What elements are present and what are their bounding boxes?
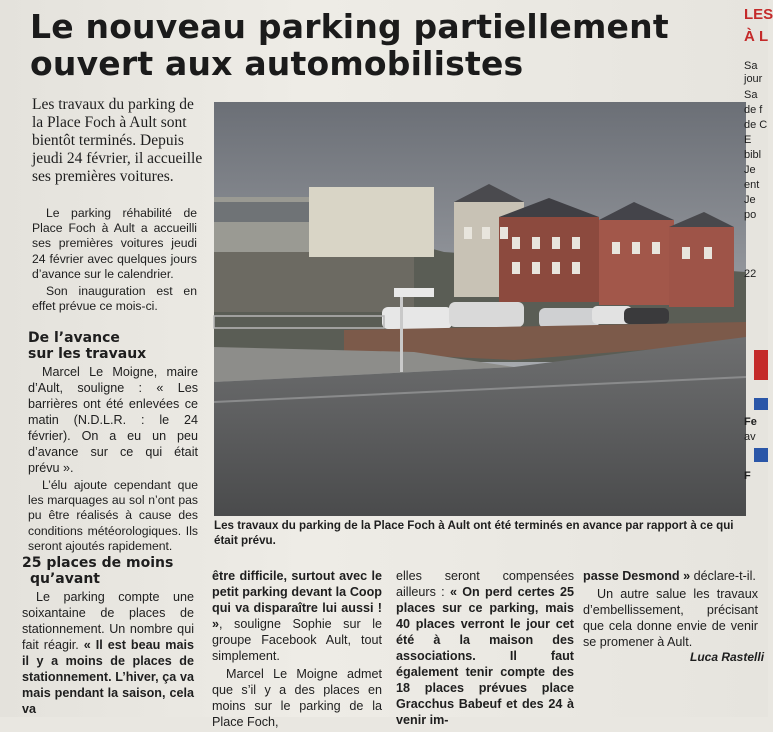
adjacent-blue-block [754, 448, 768, 462]
column-3 [396, 568, 574, 730]
adjacent-text: F [744, 470, 751, 482]
adjacent-text: Sa [744, 60, 758, 72]
adjacent-text: de f [744, 104, 763, 116]
subheading-line: 25 places de moins [22, 555, 174, 571]
paragraph-text: déclare-t-il. [690, 569, 756, 583]
photo-caption: Les travaux du parking de la Place Foch à Ault ont été terminés en avance par rapport à ce qui était prévu. [214, 519, 734, 547]
paragraph-text: , souligne Sophie sur le groupe Facebook Ault, tout simplement. [212, 617, 382, 663]
paragraph: L’élu ajoute cependant que les marquages au sol n’ont pas pu être réalisés à cause des conditions météorologiques. Ils seront ajoutés rapidement. [28, 478, 198, 553]
adjacent-text: de C [744, 119, 768, 131]
headline-line-1: Le nouveau parking partiellement [30, 7, 669, 46]
subheading [22, 555, 194, 587]
column-1-section-2 [22, 555, 194, 719]
adjacent-title-line: LES [744, 6, 773, 23]
adjacent-red-block [754, 350, 768, 380]
paragraph [396, 568, 574, 728]
adjacent-text: Je [744, 164, 756, 176]
adjacent-text: po [744, 209, 757, 221]
paragraph [212, 568, 382, 664]
adjacent-text: av [744, 431, 756, 443]
adjacent-text: E [744, 134, 752, 146]
article-headline [30, 8, 730, 82]
adjacent-title-line: À L [744, 28, 769, 45]
adjacent-text: bibl [744, 149, 762, 161]
column-4 [583, 568, 758, 652]
adjacent-text: Je [744, 194, 756, 206]
paragraph [583, 568, 758, 584]
paragraph [22, 589, 194, 717]
headline-line-2: ouvert aux automobilistes [30, 44, 524, 83]
adjacent-text: Fe [744, 416, 757, 428]
paragraph: Son inauguration est en effet prévue ce mois-ci. [32, 284, 197, 314]
column-1-section [28, 330, 198, 556]
adjacent-blue-block [754, 398, 768, 410]
adjacent-text: jour [744, 73, 763, 85]
adjacent-article-strip [738, 0, 773, 717]
article-lead: Les travaux du parking de la Place Foch à Ault sont bientôt terminés. Depuis jeudi 24 février, il accueille ses premières voitures. [32, 96, 203, 185]
subheading-line: De l’avance [28, 330, 120, 346]
adjacent-text: Sa [744, 89, 758, 101]
author-signature: Luca Rastelli [690, 650, 765, 664]
paragraph: Un autre salue les travaux d’embellissement, précisant que cela donne envie de venir se promener à Ault. [583, 587, 758, 649]
quote-text: « Il est beau mais il y a moins de places de stationnement. L’hiver, ça va mais pendant la saison, cela va [22, 638, 194, 716]
column-1-upper [32, 206, 197, 316]
paragraph: Marcel Le Moigne admet que s’il y a des places en moins sur le parking de la Place Foch, [212, 667, 382, 729]
paragraph: Marcel Le Moigne, maire d’Ault, souligne : « Les barrières ont été enlevées ce matin (N.D.L.R. : le 24 février). On a eu un peu d’avance sur ce qui était prévu ». [28, 365, 198, 475]
column-2 [212, 568, 382, 732]
subheading-line: sur les travaux [28, 346, 147, 362]
quote-text: passe Desmond » [583, 569, 691, 583]
adjacent-text: ent [744, 179, 760, 191]
paragraph-text: Le parking compte une soixantaine de places de stationnement. Un nombre qui fait réagir. [22, 590, 194, 652]
paragraph: Le parking réhabilité de Place Foch à Ault a accueilli ses premières voitures jeudi 24 février avec quelques jours d’avance sur le calendrier. [32, 206, 197, 281]
subheading [28, 330, 198, 362]
adjacent-text: 22 [744, 268, 757, 280]
subheading-line: qu’avant [30, 571, 100, 587]
article-photo [214, 102, 746, 516]
paragraph-text: elles seront compensées ailleurs : [396, 569, 574, 599]
quote-text: « On perd certes 25 places sur ce parking, mais 40 places verront le jour cet été à la maison des associations. Il faut également tenir compte des 18 places prévues place Gracchus Babeuf et des 24 à venir im- [396, 585, 574, 727]
parking-photo-illustration [214, 102, 746, 516]
quote-text: être difficile, surtout avec le petit parking devant la Coop qui va disparaître lui aussi ! » [212, 569, 382, 631]
